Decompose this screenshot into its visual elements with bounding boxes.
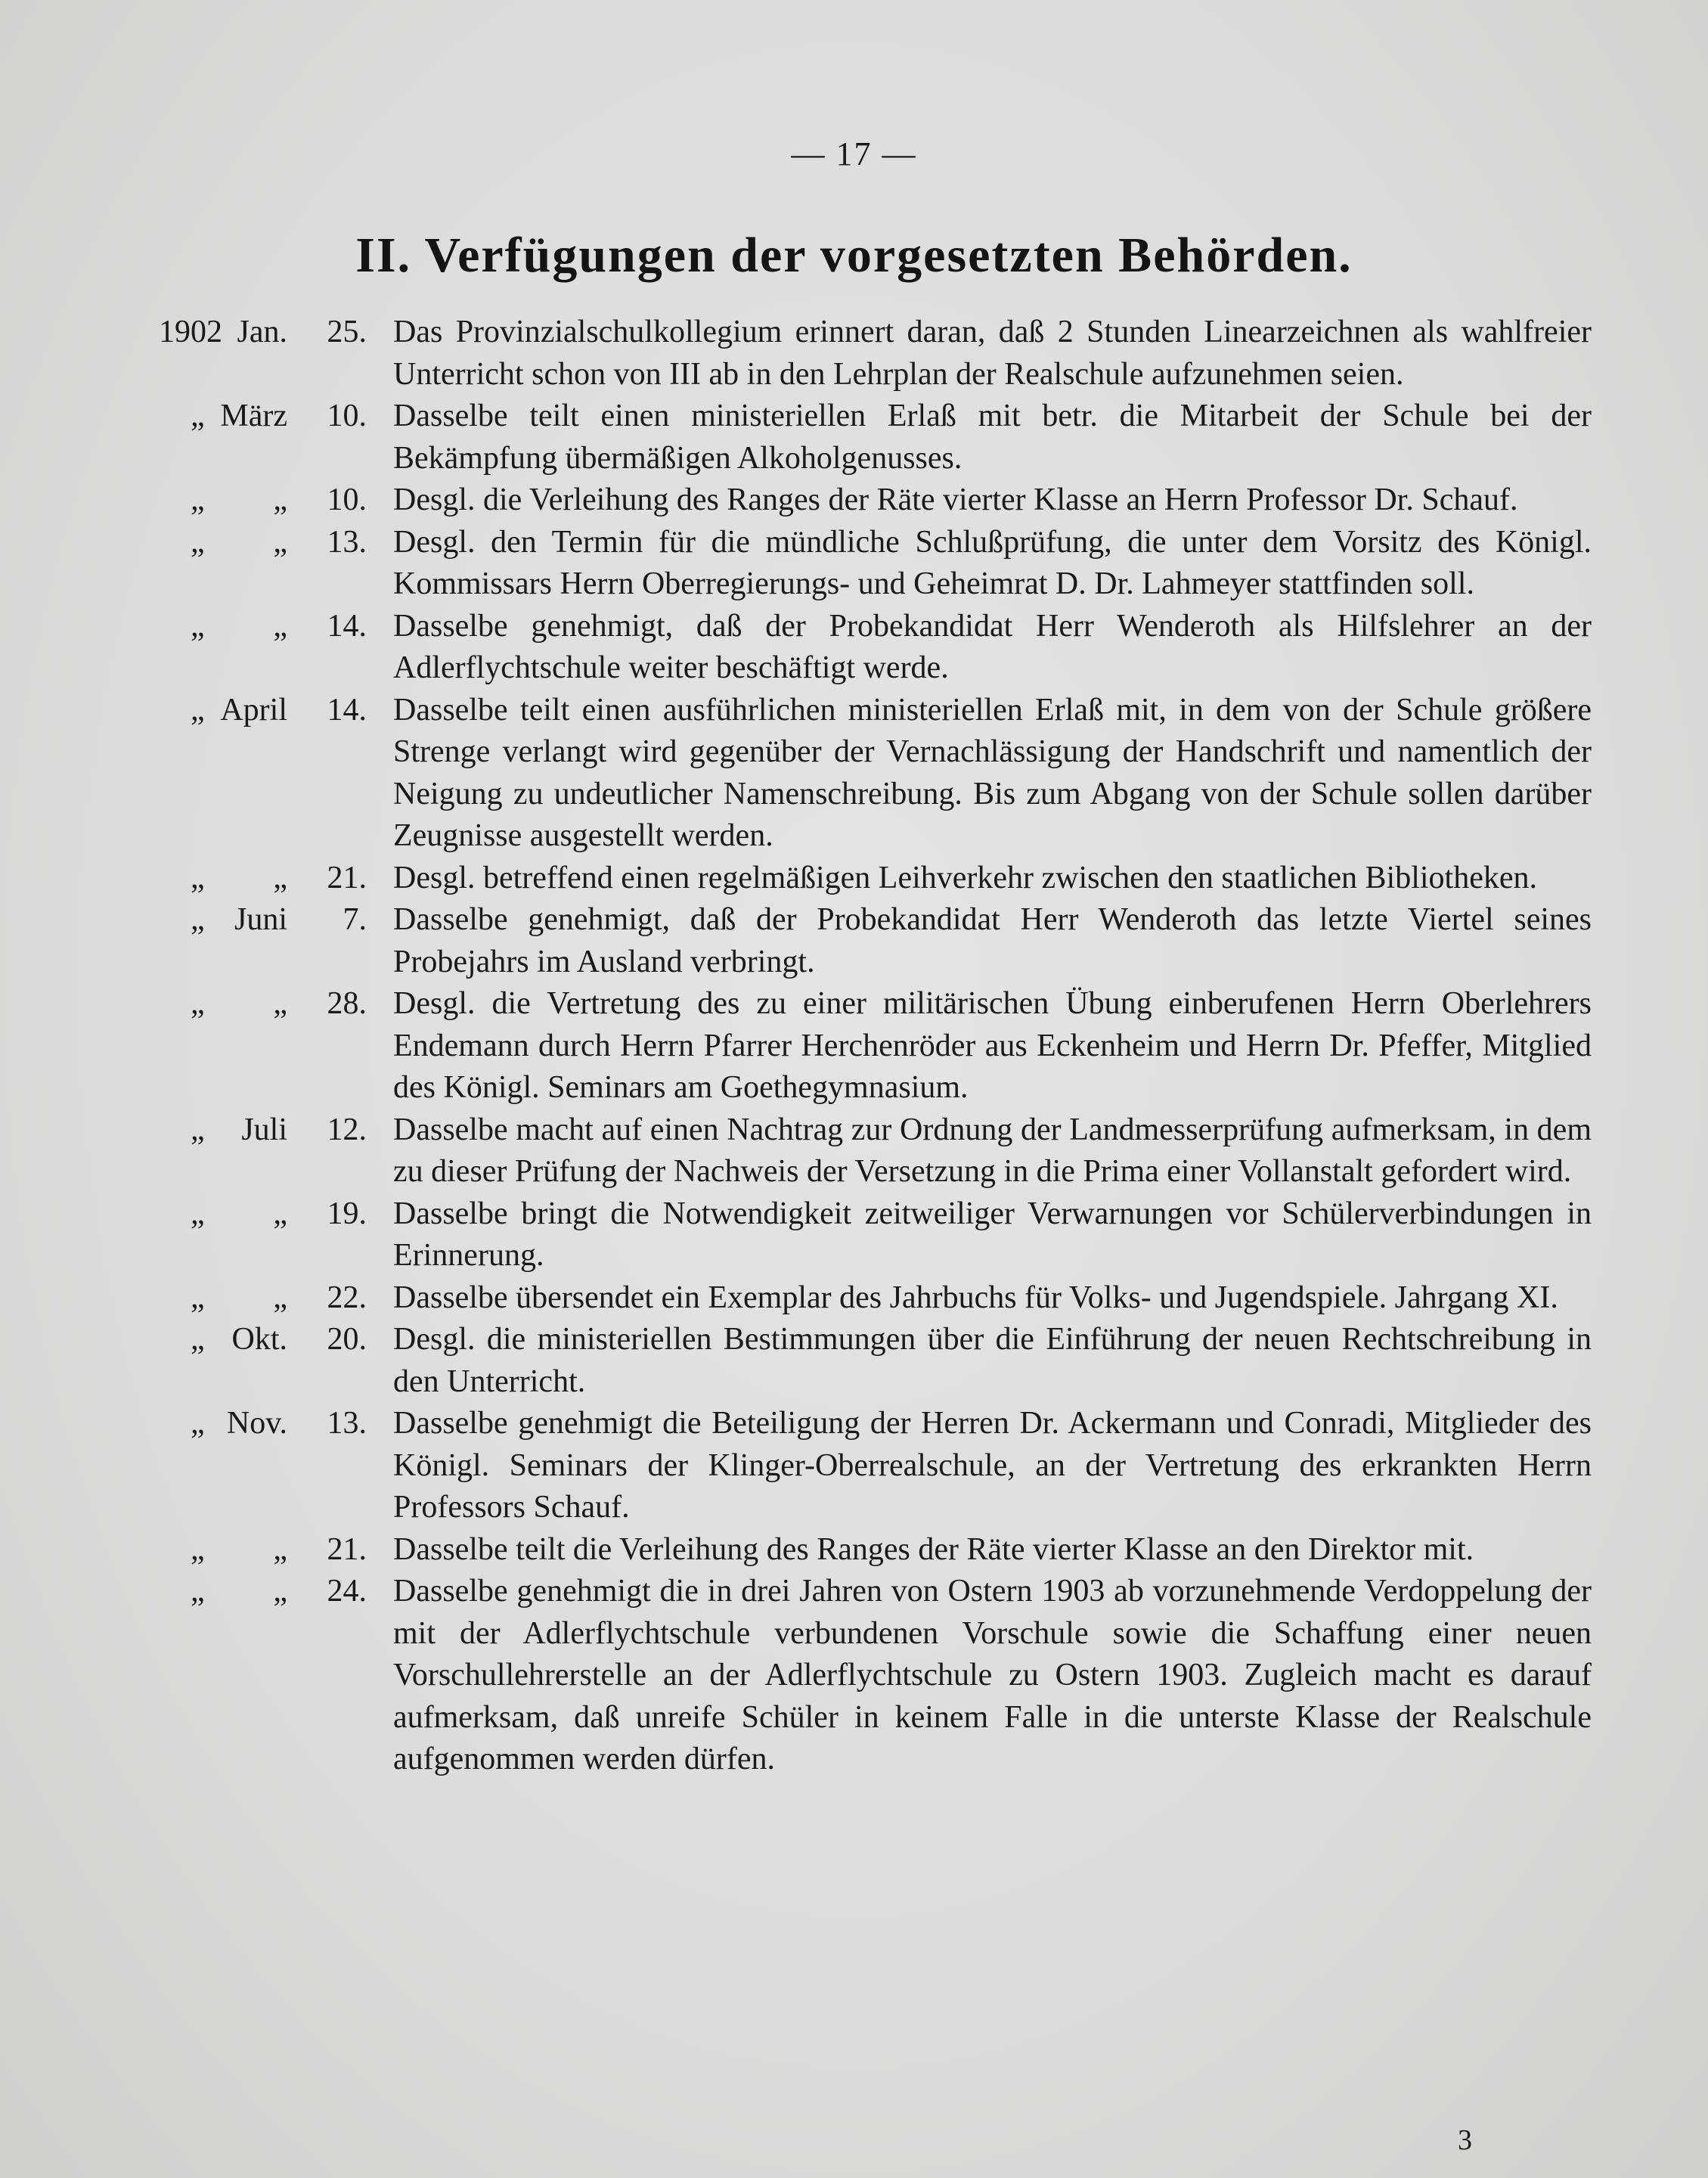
- date-ditto-mark: „: [191, 1322, 205, 1357]
- date-day: 25.: [327, 315, 367, 349]
- entry-date: [159, 690, 367, 732]
- entry-date: [159, 606, 367, 648]
- decree-entry: [159, 983, 1592, 1109]
- date-ditto-mark: „: [191, 1112, 205, 1147]
- date-month: Jan.: [237, 315, 287, 349]
- entry-text: Desgl. die ministeriellen Bestimmungen über die Einführung der neuen Rechtschreibung in den Unterricht.: [393, 1322, 1592, 1399]
- date-day: 7.: [343, 902, 367, 937]
- entry-text: Dasselbe genehmigt, daß der Probekandidat Herr Wenderoth das letzte Viertel seines Probejahrs im Ausland verbringt.: [393, 902, 1592, 979]
- decree-entry: [159, 312, 1592, 396]
- decree-entry: [159, 690, 1592, 858]
- entry-date: [159, 1403, 367, 1445]
- entry-text: Das Provinzialschulkollegium erinnert daran, daß 2 Stunden Linearzeichnen als wahlfreier Unterricht schon von III ab in den Lehrplan der Realschule aufzunehmen seien.: [393, 315, 1592, 392]
- entry-date: [159, 396, 367, 438]
- date-month: Juli: [241, 1112, 287, 1147]
- date-month: Juni: [234, 902, 287, 937]
- decree-entry: [159, 1193, 1592, 1277]
- decree-entry: [159, 522, 1592, 606]
- date-month: März: [220, 399, 287, 433]
- date-day: 21.: [327, 860, 367, 895]
- date-day: 10.: [327, 482, 367, 517]
- date-month: „: [273, 1196, 287, 1231]
- decree-entry: [159, 1529, 1592, 1571]
- date-month: „: [273, 1531, 287, 1567]
- entry-text: Dasselbe genehmigt die Beteiligung der Herren Dr. Ackermann und Conradi, Mitglieder des Königl. Seminars der Klinger-Oberrealschule, an der Vertretung des erkrankten Herrn Professors Schauf.: [393, 1406, 1592, 1525]
- entry-date: [159, 1529, 367, 1571]
- entry-date: [159, 1277, 367, 1320]
- date-year: 1902: [159, 315, 222, 349]
- entry-text: Dasselbe übersendet ein Exemplar des Jahrbuchs für Volks- und Jugendspiele. Jahrgang XI.: [393, 1280, 1558, 1315]
- entry-text: Dasselbe teilt einen ministeriellen Erlaß mit betr. die Mitarbeit der Schule bei der Bekämpfung übermäßigen Alkoholgenusses.: [393, 399, 1592, 476]
- entry-text: Dasselbe teilt die Verleihung des Ranges der Räte vierter Klasse an den Direktor mit.: [393, 1531, 1474, 1567]
- date-month: „: [273, 524, 287, 560]
- date-day: 19.: [327, 1196, 367, 1231]
- entry-date: [159, 1571, 367, 1613]
- decree-entry: [159, 1109, 1592, 1193]
- date-day: 10.: [327, 399, 367, 433]
- date-day: 14.: [327, 608, 367, 644]
- entry-text: Dasselbe macht auf einen Nachtrag zur Ordnung der Landmesserprüfung aufmerksam, in dem zu dieser Prüfung der Nachweis der Versetzung in die Prima einer Vollanstalt gefordert wird.: [393, 1112, 1592, 1189]
- entry-text: Dasselbe bringt die Notwendigkeit zeitweiliger Verwarnungen vor Schülerverbindungen in Erinnerung.: [393, 1196, 1592, 1273]
- date-day: 12.: [327, 1112, 367, 1147]
- date-month: „: [273, 860, 287, 895]
- date-day: 14.: [327, 692, 367, 728]
- date-ditto-mark: „: [191, 860, 205, 895]
- date-month: „: [273, 986, 287, 1021]
- date-month: „: [273, 608, 287, 644]
- date-ditto-mark: „: [191, 902, 205, 937]
- date-day: 21.: [327, 1531, 367, 1567]
- date-ditto-mark: „: [191, 399, 205, 433]
- date-ditto-mark: „: [191, 1196, 205, 1231]
- decree-entry: [159, 396, 1592, 479]
- page-number: — 17 —: [791, 135, 917, 172]
- decree-entry: [159, 479, 1592, 522]
- date-ditto-mark: „: [191, 524, 205, 560]
- date-ditto-mark: „: [191, 692, 205, 728]
- entry-text: Desgl. die Vertretung des zu einer militärischen Übung einberufenen Herrn Oberlehrers Endemann durch Herrn Pfarrer Herchenröder aus Eckenheim und Herrn Dr. Pfeffer, Mitglied des Königl. Seminars am Goethegymnasium.: [393, 986, 1592, 1105]
- entry-date: [159, 899, 367, 942]
- date-ditto-mark: „: [191, 1406, 205, 1441]
- date-month: „: [273, 1280, 287, 1315]
- entry-text: Desgl. die Verleihung des Ranges der Räte vierter Klasse an Herrn Professor Dr. Schauf.: [393, 482, 1518, 517]
- entry-date: [159, 522, 367, 564]
- decree-entry: [159, 899, 1592, 983]
- date-month: Nov.: [226, 1406, 287, 1441]
- decree-entry: [159, 606, 1592, 690]
- date-month: April: [220, 692, 287, 728]
- date-ditto-mark: „: [191, 1531, 205, 1567]
- date-month: „: [273, 482, 287, 517]
- date-day: 13.: [327, 524, 367, 560]
- entry-text: Dasselbe genehmigt die in drei Jahren von Ostern 1903 ab vorzunehmende Verdoppelung der mit der Adlerflychtschule verbundenen Vorschule sowie die Schaffung einer neuen Vorschullehrerstelle an der Adlerflychtschule zu Ostern 1903. Zugleich macht es darauf aufmerksam, daß unreife Schüler in keinem Falle in die unterste Klasse der Realschule aufgenommen werden dürfen.: [393, 1574, 1592, 1776]
- decree-entry: [159, 1571, 1592, 1781]
- entry-date: [159, 983, 367, 1025]
- entry-date: [159, 479, 367, 522]
- entry-date: [159, 1193, 367, 1236]
- decree-entry: [159, 1277, 1592, 1320]
- date-day: 13.: [327, 1406, 367, 1441]
- date-day: 22.: [327, 1280, 367, 1315]
- entry-date: [159, 1109, 367, 1152]
- decree-entry: [159, 1319, 1592, 1403]
- date-month: „: [273, 1574, 287, 1609]
- entry-date: [159, 1319, 367, 1361]
- date-ditto-mark: „: [191, 608, 205, 644]
- entry-date: [159, 858, 367, 900]
- date-ditto-mark: „: [191, 482, 205, 517]
- decree-entry: [159, 1403, 1592, 1529]
- date-ditto-mark: „: [191, 1574, 205, 1609]
- section-heading: II. Verfügungen der vorgesetzten Behörden.: [355, 228, 1353, 283]
- entry-text: Dasselbe teilt einen ausführlichen ministeriellen Erlaß mit, in dem von der Schule größere Strenge verlangt wird gegenüber der Vernachlässigung der Handschrift und namentlich der Neigung zu undeutlicher Namenschreibung. Bis zum Abgang von der Schule sollen darüber Zeugnisse ausgestellt werden.: [393, 692, 1592, 853]
- signature-mark: 3: [1458, 2124, 1472, 2156]
- entry-text: Desgl. den Termin für die mündliche Schlußprüfung, die unter dem Vorsitz des Königl. Kommissars Herrn Oberregierungs- und Geheimrat D. Dr. Lahmeyer stattfinden soll.: [393, 524, 1592, 601]
- date-ditto-mark: „: [191, 986, 205, 1021]
- date-ditto-mark: „: [191, 1280, 205, 1315]
- entry-text: Dasselbe genehmigt, daß der Probekandidat Herr Wenderoth als Hilfslehrer an der Adlerflychtschule weiter beschäftigt werde.: [393, 608, 1592, 685]
- date-day: 28.: [327, 986, 367, 1021]
- entry-date: [159, 312, 367, 354]
- decree-entry: [159, 858, 1592, 900]
- decree-list: [159, 312, 1592, 1781]
- date-month: Okt.: [231, 1322, 287, 1357]
- date-day: 24.: [327, 1574, 367, 1609]
- date-day: 20.: [327, 1322, 367, 1357]
- entry-text: Desgl. betreffend einen regelmäßigen Leihverkehr zwischen den staatlichen Bibliotheken.: [393, 860, 1537, 895]
